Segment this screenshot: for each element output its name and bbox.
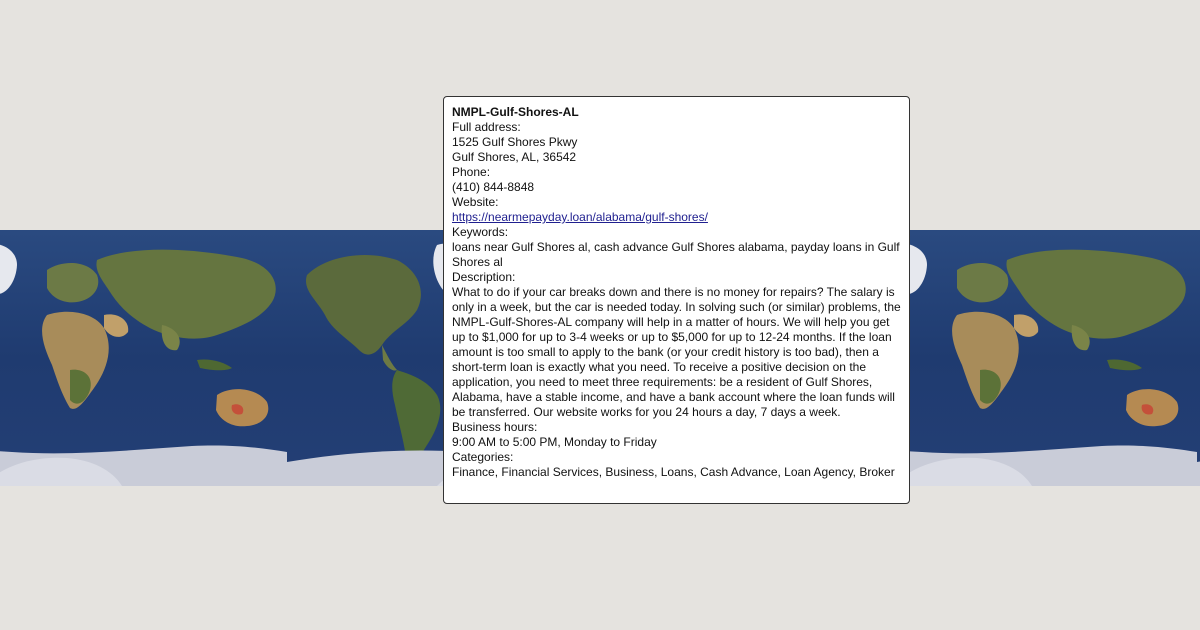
phone-number: (410) 844-8848 [452, 180, 535, 194]
keywords-label: Keywords: [452, 225, 509, 239]
business-hours-label: Business hours: [452, 420, 538, 434]
phone-label: Phone: [452, 165, 491, 179]
description-text: What to do if your car breaks down and there is no money for repairs? The salary is only in a week, but the car is needed today. In solving such (or similar) problems, the NMPL-Gulf-Shores-AL company will help in a matter of hours. We will help you get up to $1,000 for up to 3-4 weeks or up to $5,000 for up to 12-24 months. If the loan amount is too small to apply to the bank (or your credit history is too bad), then a short-term loan is exactly what you need. To receive a positive decision on the application, you need to meet three requirements: be a resident of Gulf Shores, Alabama, have a stable income, and have a bank account where the loan funds will be transferred. Our website works for you 24 hours a day, 7 days a week. [452, 285, 901, 419]
address-label: Full address: [452, 120, 521, 134]
description-label: Description: [452, 270, 516, 284]
business-hours: 9:00 AM to 5:00 PM, Monday to Friday [452, 435, 657, 449]
business-name: NMPL-Gulf-Shores-AL [452, 105, 579, 119]
website-label: Website: [452, 195, 499, 209]
address-line-1: 1525 Gulf Shores Pkwy [452, 135, 578, 149]
categories-label: Categories: [452, 450, 514, 464]
categories-text: Finance, Financial Services, Business, Loans, Cash Advance, Loan Agency, Broker [452, 465, 895, 479]
address-line-2: Gulf Shores, AL, 36542 [452, 150, 577, 164]
keywords-text: loans near Gulf Shores al, cash advance Gulf Shores alabama, payday loans in Gulf Shores al [452, 240, 900, 269]
world-tile [0, 230, 287, 486]
website-link[interactable]: https://nearmepayday.loan/alabama/gulf-shores/ [452, 210, 708, 224]
business-info-window [443, 96, 910, 504]
